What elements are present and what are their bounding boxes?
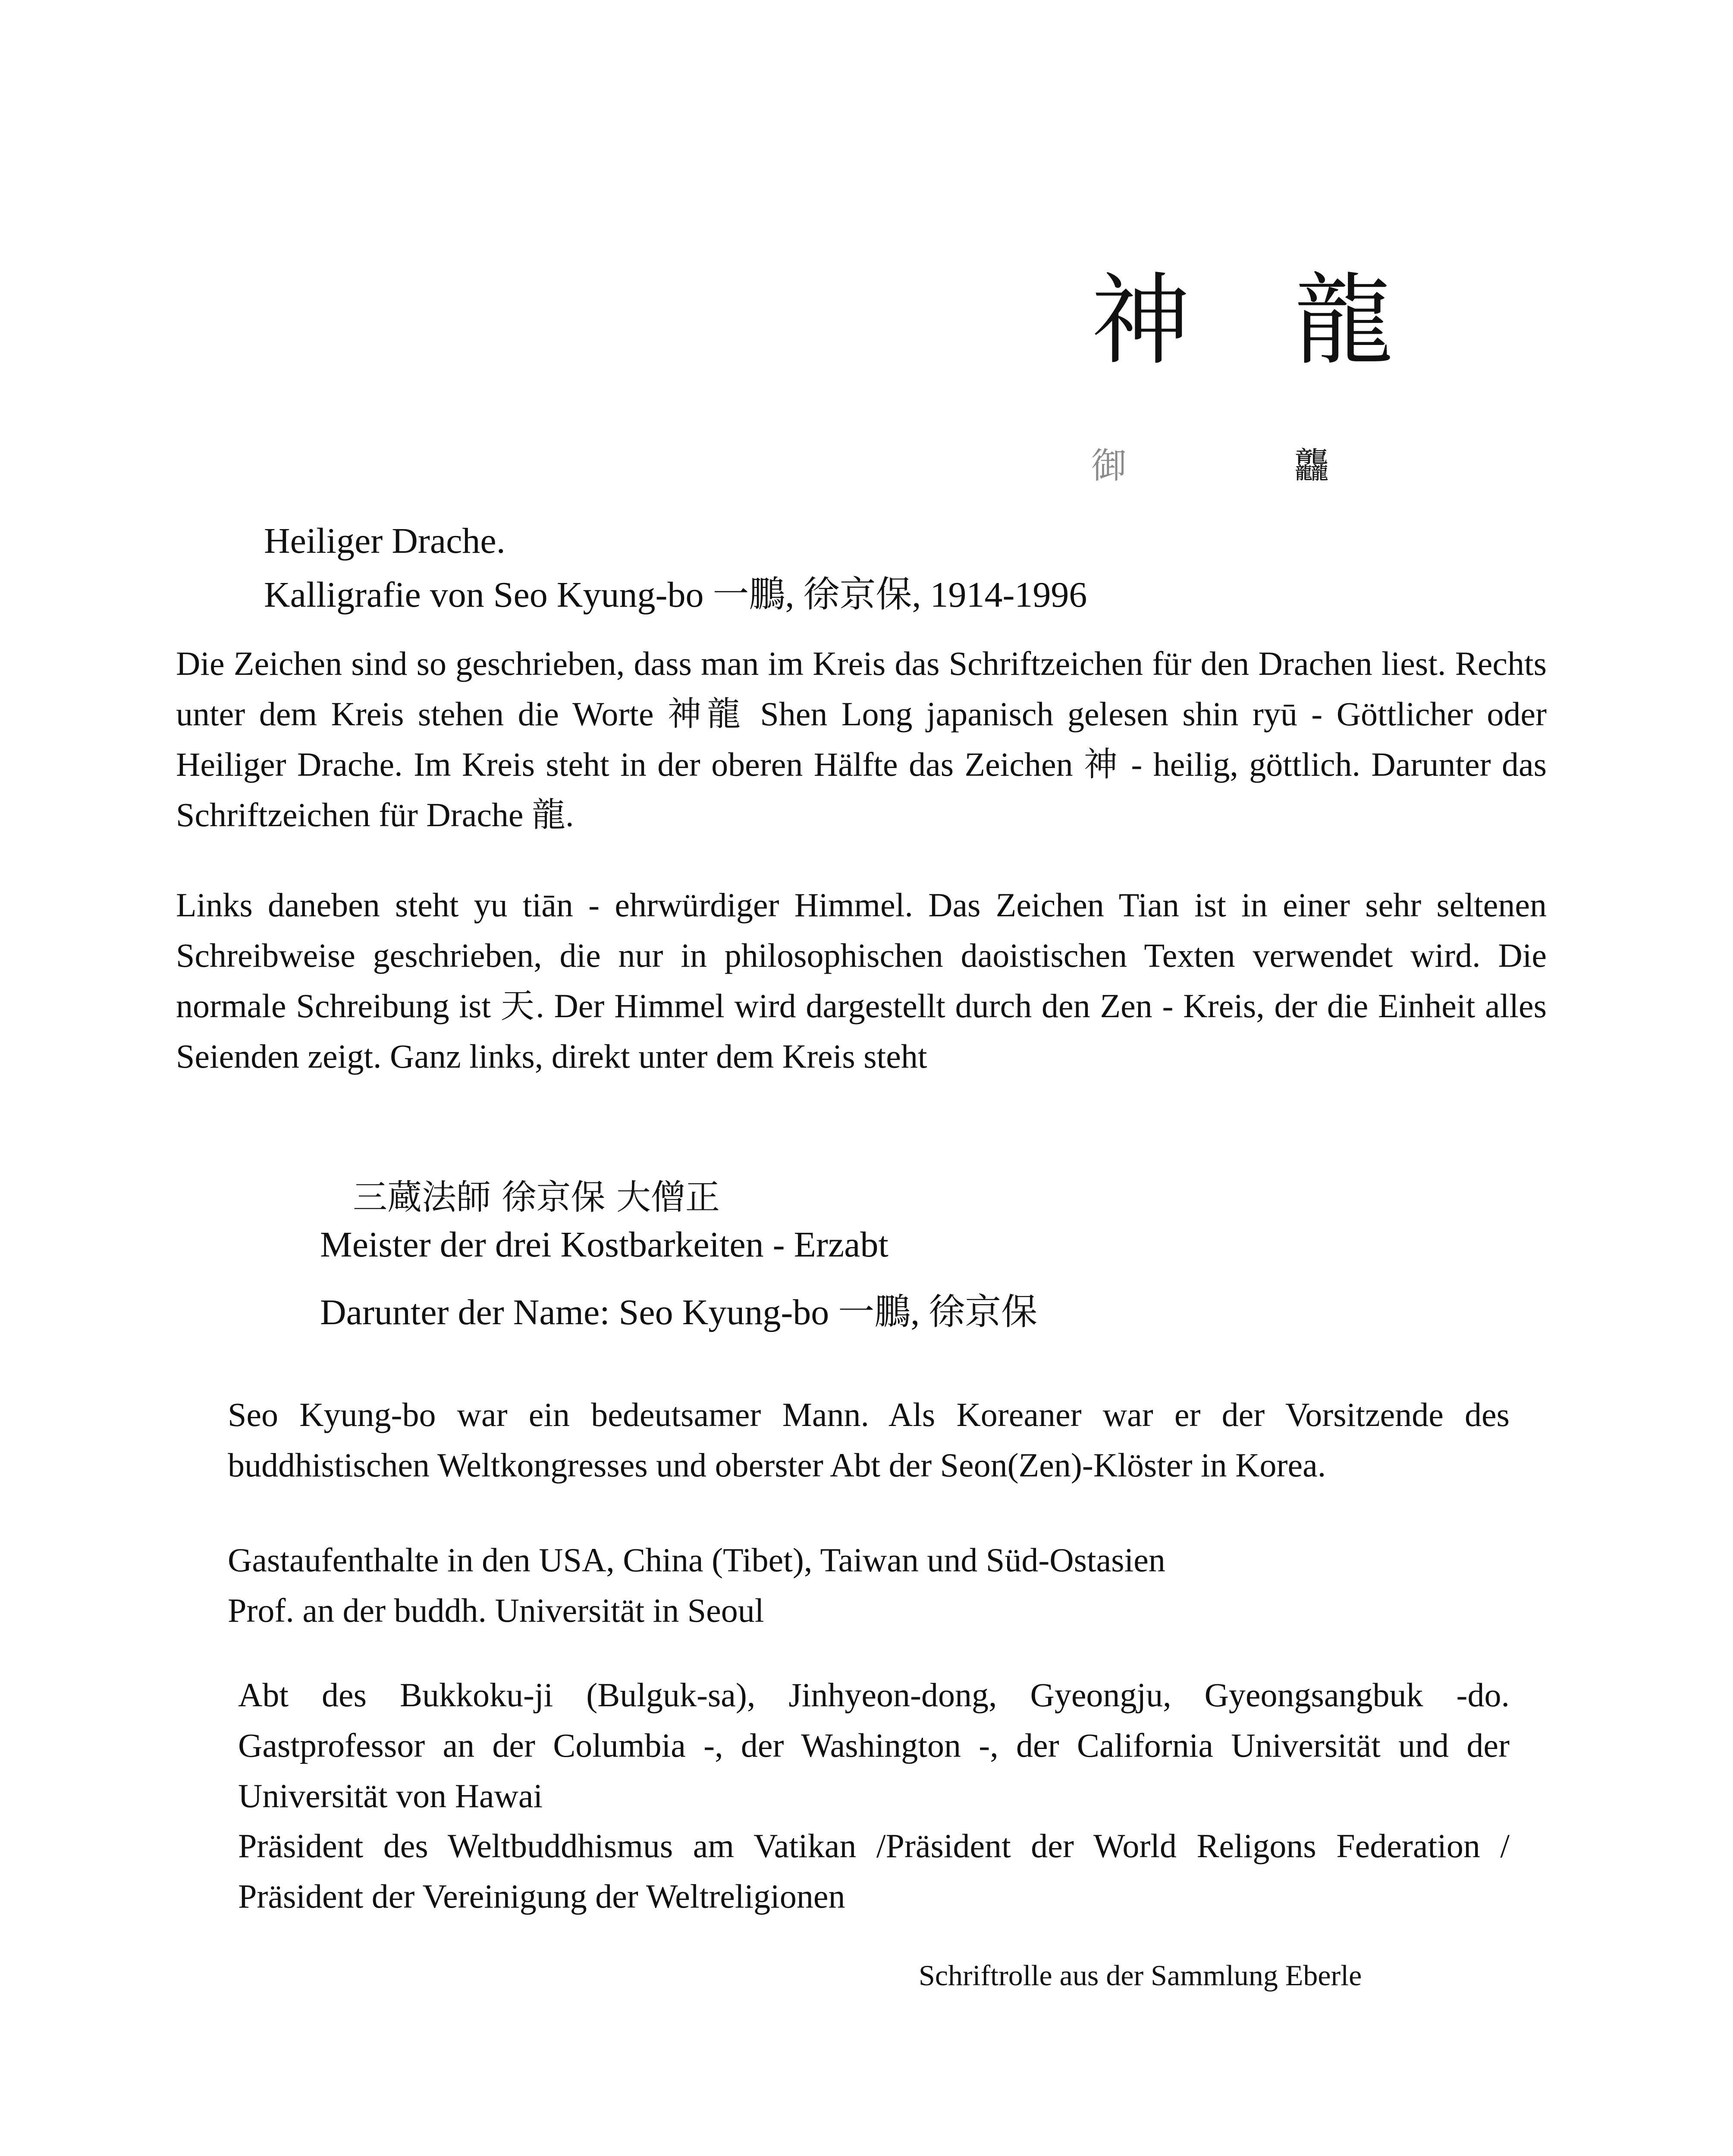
biography-professur: Prof. an der buddh. Universität in Seoul xyxy=(228,1592,764,1629)
title-heiliger-drache: Heiliger Drache. xyxy=(264,521,505,561)
heading-char-long: 龍 xyxy=(1294,263,1394,379)
collection-credit: Schriftrolle aus der Sammlung Eberle xyxy=(919,1959,1362,1992)
paragraph-himmel: Links daneben steht yu tiān - ehrwürdiger Himmel. Das Zeichen Tian ist in einer sehr seltenen Schreibweise geschrieben, die nur in philosophischen daoistischen Texten verwendet wird. Die normale Schreibung ist 天. Der Himmel wird dargestellt durch den Zen - Kreis, der die Einheit alles Seienden zeigt. Ganz links, direkt unter dem Kreis steht xyxy=(176,886,1547,1075)
subheading-char-yu: 御 xyxy=(1091,445,1127,486)
paragraph-zeichen: Die Zeichen sind so geschrieben, dass man im Kreis das Schriftzeichen für den Drachen liest. Rechts unter dem Kreis stehen die Worte 神龍 Shen Long japanisch gelesen shin ryū - Göttlicher oder Heiliger Drache. Im Kreis steht in der oberen Hälfte das Zeichen 神 - heilig, göttlich. Darunter das Schriftzeichen für Drache 龍. xyxy=(176,645,1547,834)
signature-cjk-title: 三蔵法師 徐京保 大僧正 xyxy=(353,1177,720,1217)
biography-abt: Abt des Bukkoku-ji (Bulguk-sa), Jinhyeon-dong, Gyeongju, Gyeongsangbuk -do. Gastprofessor an der Columbia -, der Washington -, der California Universität und der Universität von Hawai xyxy=(238,1676,1510,1814)
signature-name: Darunter der Name: Seo Kyung-bo 一鵬, 徐京保 xyxy=(320,1292,1038,1332)
subheading-char-dragon: 龘 xyxy=(1294,445,1330,486)
biography-intro: Seo Kyung-bo war ein bedeutsamer Mann. Als Koreaner war er der Vorsitzende des buddhistischen Weltkongresses und oberster Abt der Seon(Zen)-Klöster in Korea. xyxy=(228,1396,1510,1484)
signature-meister: Meister der drei Kostbarkeiten - Erzabt xyxy=(320,1225,888,1265)
biography-praesident: Präsident des Weltbuddhismus am Vatikan /Präsident der World Religons Federation / Präsident der Vereinigung der Weltreligionen xyxy=(238,1827,1510,1915)
heading-char-shen: 神 xyxy=(1091,263,1191,379)
title-kalligrafie: Kalligrafie von Seo Kyung-bo 一鵬, 徐京保, 1914-1996 xyxy=(264,575,1087,615)
biography-gastaufenthalte: Gastaufenthalte in den USA, China (Tibet), Taiwan und Süd-Ostasien xyxy=(228,1541,1165,1579)
